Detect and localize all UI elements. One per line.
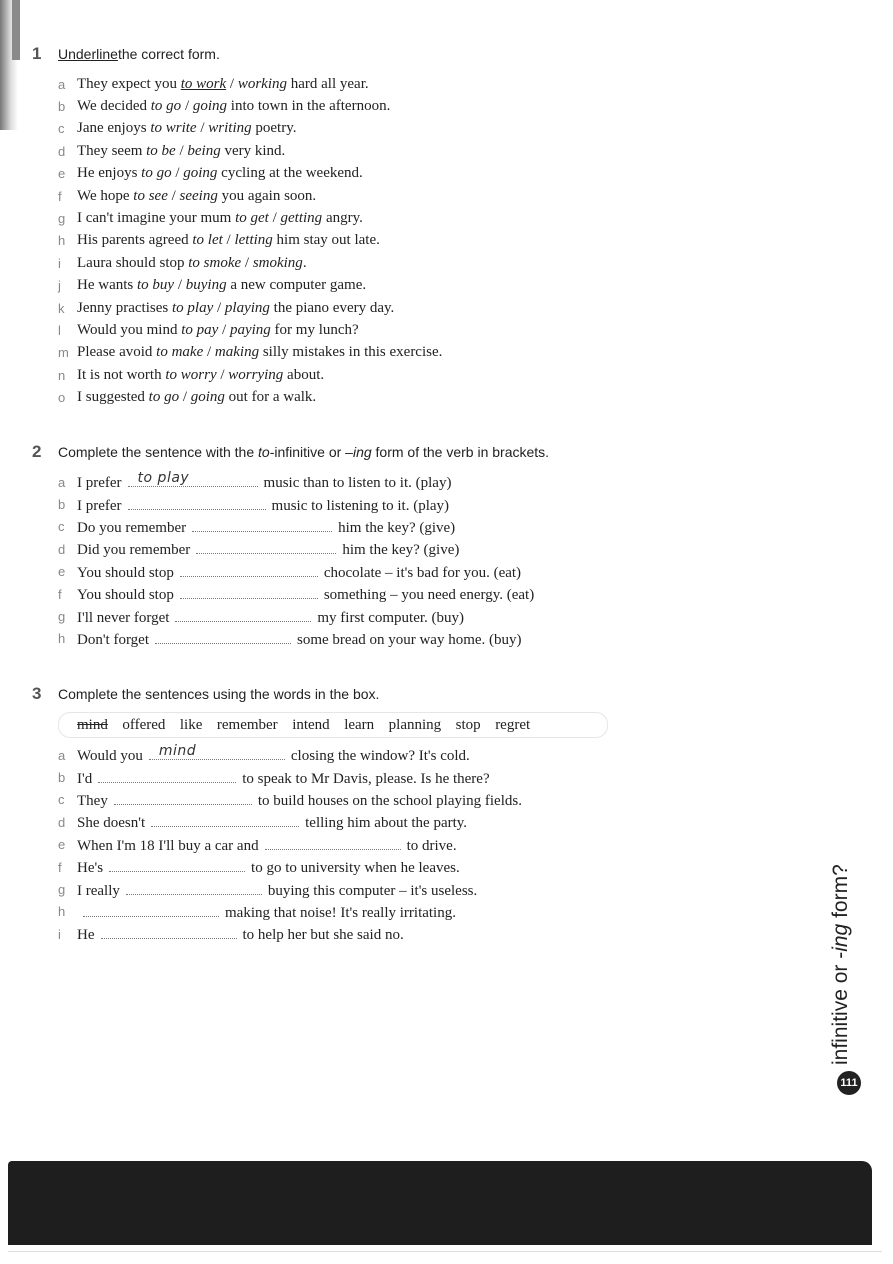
instruction-underlined: Underline — [58, 46, 118, 62]
item-sentence — [77, 143, 285, 160]
exercise-3-heading — [32, 683, 833, 705]
item-letter: a — [58, 747, 66, 763]
sentence-end: to go to university when he leaves. — [251, 860, 460, 877]
exercise-item — [32, 140, 833, 162]
exercise-item — [32, 118, 833, 140]
sentence-start: Jenny practises — [77, 299, 172, 316]
sentence-start: He enjoys — [77, 165, 142, 182]
exercise-item — [32, 789, 833, 811]
item-sentence — [77, 790, 522, 810]
answer-blank[interactable] — [180, 584, 318, 599]
sentence-start: Please avoid — [77, 344, 157, 361]
choice-option-a[interactable]: to go — [148, 389, 180, 406]
handwritten-answer: mind — [158, 743, 197, 760]
sentence-end: to speak to Mr Davis, please. Is he there? — [242, 770, 490, 787]
item-sentence — [77, 255, 307, 272]
choice-separator: / — [181, 98, 193, 115]
item-letter: n — [58, 367, 66, 383]
item-letter: b — [58, 770, 66, 786]
item-letter: j — [58, 278, 61, 294]
sentence-end: about. — [283, 366, 325, 383]
item-sentence — [77, 607, 464, 627]
item-sentence — [77, 768, 490, 788]
sentence-end: poetry. — [251, 120, 297, 137]
item-sentence — [77, 322, 359, 339]
choice-option-a[interactable]: to pay — [181, 321, 219, 338]
answer-blank[interactable] — [101, 924, 237, 939]
choice-separator: / — [167, 187, 180, 204]
exercise-item — [32, 471, 833, 493]
answer-blank[interactable] — [109, 857, 245, 872]
answer-blank[interactable] — [98, 768, 236, 783]
choice-option-b[interactable]: buying — [185, 277, 227, 294]
choice-option-b[interactable]: being — [187, 142, 221, 159]
sentence-start: They expect you — [77, 75, 181, 92]
exercise-item — [32, 493, 833, 515]
word-box — [58, 712, 608, 738]
exercise-item — [32, 516, 833, 538]
sentence-end: . — [302, 254, 307, 271]
item-letter: a — [58, 474, 66, 490]
answer-blank[interactable] — [151, 812, 299, 827]
item-sentence — [77, 120, 296, 137]
answer-blank[interactable] — [155, 629, 291, 644]
item-sentence — [77, 835, 457, 855]
item-sentence — [77, 76, 369, 93]
word-box-word: mind — [77, 716, 108, 733]
sentence-end: very kind. — [220, 142, 286, 159]
exercise-number: 3 — [32, 684, 42, 703]
sentence-start: You should stop — [77, 587, 174, 604]
exercise-1 — [32, 43, 833, 409]
item-letter: g — [58, 211, 66, 227]
sentence-end: out for a walk. — [224, 389, 317, 406]
choice-option-b[interactable]: writing — [208, 120, 252, 137]
item-sentence — [77, 210, 363, 227]
sentence-end: you again soon. — [217, 187, 317, 204]
item-letter: g — [58, 609, 66, 625]
item-sentence — [77, 902, 456, 922]
exercise-3-items — [32, 744, 833, 946]
item-letter: c — [58, 519, 65, 535]
sentence-end: him the key? (give) — [342, 542, 460, 559]
choice-separator: / — [268, 210, 281, 227]
choice-option-b[interactable]: smoking — [252, 254, 303, 271]
exercise-item — [32, 386, 833, 408]
word-box-word: regret — [495, 716, 531, 733]
sentence-start: Do you remember — [77, 519, 187, 536]
item-letter: k — [58, 300, 65, 316]
sentence-end: music than to listen to it. (play) — [263, 475, 452, 492]
item-letter: b — [58, 99, 66, 115]
choice-option-b[interactable]: seeing — [179, 187, 218, 204]
answer-blank[interactable] — [196, 539, 336, 554]
choice-option-b[interactable]: making — [214, 344, 260, 361]
sentence-start: He — [77, 927, 95, 944]
choice-separator: / — [241, 254, 253, 271]
choice-separator: / — [196, 120, 209, 137]
choice-option-a[interactable]: to work — [180, 75, 227, 92]
exercise-item — [32, 766, 833, 788]
footer-band — [8, 1161, 872, 1245]
choice-option-b[interactable]: worrying — [228, 366, 284, 383]
exercise-item — [32, 744, 833, 766]
sentence-start: I'll never forget — [77, 609, 170, 626]
item-letter: f — [58, 188, 62, 204]
item-letter: e — [58, 837, 66, 853]
sentence-end: to build houses on the school playing fields. — [257, 792, 522, 809]
sentence-start: Did you remember — [77, 542, 191, 559]
sentence-start: It is not worth — [77, 366, 166, 383]
choice-option-b[interactable]: getting — [280, 210, 323, 227]
choice-option-a[interactable]: to see — [133, 187, 168, 204]
instruction-text: the correct form. — [117, 46, 220, 62]
item-letter: d — [58, 541, 66, 557]
item-letter: h — [58, 233, 66, 249]
choice-separator: / — [203, 344, 215, 361]
sentence-start: We decided — [77, 98, 151, 115]
choice-separator: / — [218, 321, 230, 338]
sentence-start: Would you mind — [77, 321, 182, 338]
item-sentence — [77, 812, 467, 832]
sentence-end: to help her but she said no. — [242, 927, 404, 944]
answer-blank[interactable] — [192, 517, 332, 532]
item-sentence — [77, 857, 460, 877]
exercise-item — [32, 252, 833, 274]
word-box-word: planning — [388, 716, 442, 733]
sentence-end: a new computer game. — [226, 277, 367, 294]
exercise-item — [32, 230, 833, 252]
item-letter: c — [58, 121, 65, 137]
choice-option-a[interactable]: to write — [150, 120, 197, 137]
item-sentence — [77, 495, 449, 515]
sentence-end: the piano every day. — [269, 299, 395, 316]
item-sentence — [77, 344, 442, 361]
exercise-item — [32, 163, 833, 185]
sentence-end: cycling at the weekend. — [217, 165, 363, 182]
choice-option-a[interactable]: to worry — [165, 366, 217, 383]
sentence-start: I can't imagine your mum — [77, 210, 236, 227]
sentence-start: Laura should stop — [77, 254, 189, 271]
page-edge — [12, 0, 20, 60]
exercise-item — [32, 319, 833, 341]
word-box-word: offered — [122, 716, 166, 733]
sentence-start: We hope — [77, 187, 134, 204]
exercise-number: 2 — [32, 442, 42, 461]
exercise-2-heading — [32, 441, 833, 463]
sentence-end: hard all year. — [286, 75, 369, 92]
exercise-item — [32, 901, 833, 923]
sentence-start: Don't forget — [77, 631, 149, 648]
choice-separator: / — [226, 75, 238, 92]
choice-option-b[interactable]: working — [237, 75, 287, 92]
item-letter: h — [58, 631, 66, 647]
exercise-item — [32, 878, 833, 900]
handwritten-answer: to play — [137, 470, 190, 487]
choice-option-b[interactable]: going — [190, 389, 225, 406]
page-number-badge: 111 — [837, 1071, 861, 1095]
answer-blank[interactable] — [83, 902, 219, 917]
word-box-word: remember — [216, 716, 278, 733]
exercise-item — [32, 583, 833, 605]
item-sentence — [77, 165, 363, 182]
sentence-start: You should stop — [77, 564, 174, 581]
answer-blank[interactable] — [180, 562, 318, 577]
answer-blank[interactable] — [265, 835, 401, 850]
choice-option-a[interactable]: to be — [146, 142, 176, 159]
choice-option-a[interactable]: to get — [235, 210, 269, 227]
word-box-word: learn — [344, 716, 375, 733]
exercise-2-items — [32, 471, 833, 650]
exercise-item — [32, 834, 833, 856]
sentence-end: for my lunch? — [270, 321, 359, 338]
word-box-word: stop — [455, 716, 481, 733]
exercise-item — [32, 185, 833, 207]
choice-option-b[interactable]: playing — [224, 299, 270, 316]
item-sentence — [77, 389, 316, 406]
sentence-start: I prefer — [77, 475, 122, 492]
sentence-end: to drive. — [406, 837, 457, 854]
sentence-start: I really — [77, 882, 120, 899]
choice-separator: / — [213, 299, 225, 316]
item-letter: l — [58, 322, 61, 338]
item-sentence — [77, 539, 459, 559]
sentence-start: She doesn't — [77, 815, 146, 832]
item-letter: o — [58, 390, 66, 406]
sentence-start: He wants — [77, 277, 137, 294]
item-sentence — [77, 188, 316, 205]
item-sentence — [77, 98, 390, 115]
item-letter: i — [58, 926, 61, 942]
exercise-item — [32, 275, 833, 297]
item-sentence — [77, 232, 380, 249]
choice-option-a[interactable]: to go — [141, 165, 172, 182]
exercise-1-items — [32, 73, 833, 409]
sentence-start: I prefer — [77, 497, 122, 514]
choice-separator: / — [171, 165, 184, 182]
choice-option-b[interactable]: letting — [234, 232, 273, 249]
exercise-item — [32, 923, 833, 945]
exercise-item — [32, 364, 833, 386]
sentence-start: Would you — [77, 748, 143, 765]
item-letter: h — [58, 904, 66, 920]
sentence-start: They seem — [77, 142, 147, 159]
item-letter: c — [58, 792, 65, 808]
exercise-3 — [32, 683, 833, 946]
instruction-text: Complete the sentences using the words in the box. — [58, 686, 380, 702]
word-box-word: intend — [292, 716, 330, 733]
exercise-item — [32, 73, 833, 95]
item-letter: g — [58, 882, 66, 898]
item-sentence — [77, 562, 521, 582]
item-letter: b — [58, 497, 66, 513]
item-sentence — [77, 277, 366, 294]
choice-separator: / — [175, 142, 188, 159]
footer-rule — [8, 1251, 882, 1252]
choice-option-a[interactable]: to smoke — [188, 254, 242, 271]
item-letter: a — [58, 76, 66, 92]
sentence-end: something – you need energy. (eat) — [323, 587, 535, 604]
item-sentence — [77, 629, 522, 649]
item-letter: i — [58, 255, 61, 271]
sentence-end: music to listening to it. (play) — [271, 497, 450, 514]
choice-option-b[interactable]: going — [192, 98, 228, 115]
answer-blank[interactable] — [149, 745, 285, 760]
answer-blank[interactable] — [128, 472, 258, 487]
item-sentence — [77, 924, 404, 944]
exercise-item — [32, 605, 833, 627]
item-sentence — [77, 880, 477, 900]
exercise-2 — [32, 441, 833, 650]
exercise-number: 1 — [32, 44, 42, 63]
sentence-end: making that noise! It's really irritating. — [225, 904, 456, 921]
sentence-end: angry. — [322, 210, 363, 227]
choice-option-a[interactable]: to let — [192, 232, 223, 249]
sentence-start: His parents agreed — [77, 232, 193, 249]
choice-option-a[interactable]: to buy — [137, 277, 175, 294]
item-letter: e — [58, 166, 66, 182]
exercise-item — [32, 342, 833, 364]
choice-separator: / — [216, 366, 229, 383]
sentence-start: I'd — [77, 770, 93, 787]
sentence-end: chocolate – it's bad for you. (eat) — [323, 564, 522, 581]
item-sentence — [77, 584, 534, 604]
sentence-end: into town in the afternoon. — [227, 98, 391, 115]
sentence-end: buying this computer – it's useless. — [267, 882, 478, 899]
sentence-start: They — [77, 792, 108, 809]
sentence-end: him stay out late. — [272, 232, 380, 249]
exercise-item — [32, 856, 833, 878]
exercise-item — [32, 628, 833, 650]
sentence-end: closing the window? It's cold. — [290, 748, 470, 765]
item-sentence — [77, 300, 394, 317]
choice-option-b[interactable]: paying — [229, 321, 271, 338]
item-letter: e — [58, 564, 66, 580]
item-sentence — [77, 517, 455, 537]
choice-option-a[interactable]: to make — [156, 344, 204, 361]
sentence-start: He's — [77, 860, 104, 877]
item-letter: d — [58, 143, 66, 159]
sentence-end: my first computer. (buy) — [317, 609, 465, 626]
answer-blank[interactable] — [114, 790, 252, 805]
item-sentence — [77, 367, 324, 384]
choice-option-a[interactable]: to play — [171, 299, 214, 316]
choice-separator: / — [174, 277, 186, 294]
exercise-item — [32, 811, 833, 833]
exercise-item — [32, 538, 833, 560]
choice-option-a[interactable]: to go — [150, 98, 182, 115]
item-sentence — [77, 745, 470, 765]
word-box-word: like — [179, 716, 203, 733]
choice-separator: / — [179, 389, 191, 406]
item-letter: f — [58, 586, 62, 602]
choice-option-b[interactable]: going — [183, 165, 218, 182]
sentence-start: Jane enjoys — [77, 120, 151, 137]
answer-blank[interactable] — [128, 495, 266, 510]
unit-title: infinitive or -ing form? — [829, 864, 852, 1065]
exercise-item — [32, 95, 833, 117]
item-letter: f — [58, 859, 62, 875]
sentence-start: When I'm 18 I'll buy a car and — [77, 837, 259, 854]
exercise-item — [32, 297, 833, 319]
sentence-start: I suggested — [77, 389, 149, 406]
sentence-end: telling him about the party. — [305, 815, 468, 832]
item-sentence — [77, 472, 451, 492]
exercise-item — [32, 561, 833, 583]
sentence-end: him the key? (give) — [338, 519, 456, 536]
item-letter: m — [58, 345, 69, 361]
exercise-item — [32, 207, 833, 229]
sentence-end: some bread on your way home. (buy) — [297, 631, 522, 648]
answer-blank[interactable] — [126, 880, 262, 895]
choice-separator: / — [222, 232, 235, 249]
answer-blank[interactable] — [175, 607, 311, 622]
sentence-end: silly mistakes in this exercise. — [259, 344, 443, 361]
item-letter: d — [58, 814, 66, 830]
instruction-text: Complete the sentence with the to-infinitive or –ing form of the verb in brackets. — [58, 444, 550, 460]
exercise-1-heading — [32, 43, 833, 65]
